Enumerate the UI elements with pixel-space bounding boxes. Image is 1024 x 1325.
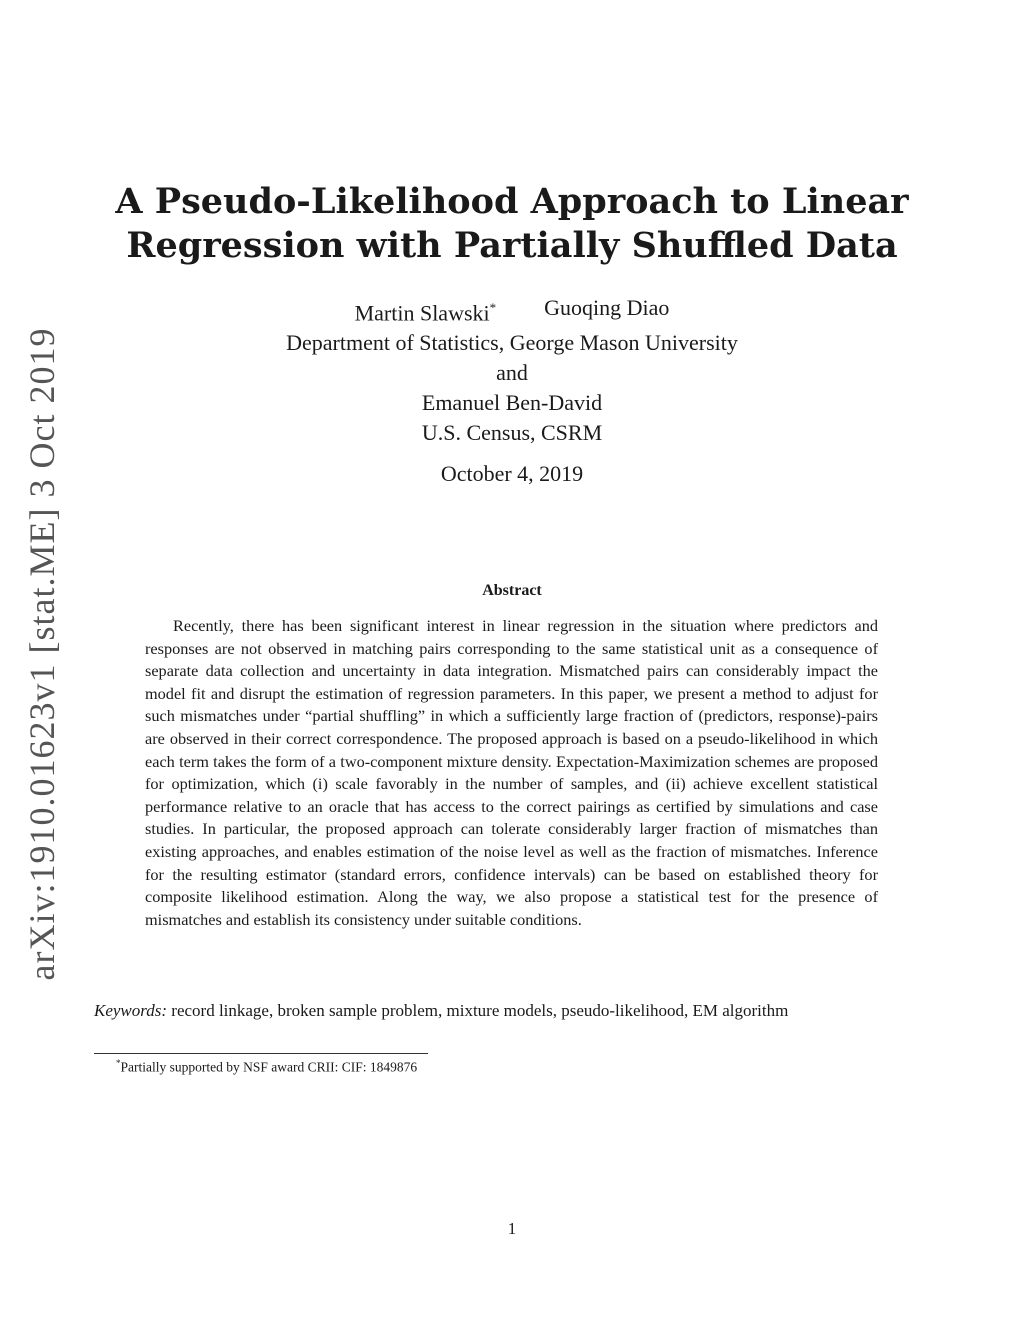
keywords-label: Keywords: [94,1001,168,1020]
author-2: Guoqing Diao [544,295,670,320]
author-1 [355,293,497,328]
footnote-divider [94,1053,428,1054]
author-row [100,293,924,328]
abstract-heading: Abstract [482,582,542,599]
title-line-2: Regression with Partially Shuffled Data [126,225,898,266]
affiliation-1: Department of Statistics, George Mason University [286,330,738,356]
title-line-1: A Pseudo-Likelihood Approach to Linear [115,181,909,222]
author-1-footnote-mark: * [489,300,497,315]
arxiv-identifier-text: arXiv:1910.01623v1 [stat.ME] 3 Oct 2019 [22,327,62,981]
footnote-mark: * [116,1058,121,1068]
author-3: Emanuel Ben-David [421,390,603,416]
publication-date: October 4, 2019 [440,461,584,486]
keywords [94,998,924,1023]
page-number: 1 [507,1219,517,1238]
footnote [116,1058,417,1076]
footnote-text: Partially supported by NSF award CRII: CIF: 1849876 [120,1059,418,1075]
author-block [100,293,924,448]
arxiv-identifier-stamp [12,327,72,981]
author-conjunction: and [496,360,528,386]
paper-title [100,180,924,268]
keywords-text: record linkage, broken sample problem, mixture models, pseudo-likelihood, EM algorithm [171,1001,789,1020]
author-1-name: Martin Slawski [354,300,490,326]
abstract-text: Recently, there has been significant interest in linear regression in the situation where predictors and responses are not observed in matching pairs corresponding to the same statistical unit as a consequence of separate data collection and uncertainty in data integration. Mismatched pairs can considerably impact the model fit and disrupt the estimation of regression parameters. In this paper, we present a method to adjust for such mismatches under “partial shuffling” in which a sufficiently large fraction of (predictors, response)-pairs are observed in their correct correspondence. The proposed approach is based on a pseudo-likelihood in which each term takes the form of a two-component mixture density. Expectation-Maximization schemes are proposed for optimization, which (i) scale favorably in the number of samples, and (ii) achieve excellent statistical performance relative to an oracle that has access to the correct pairings as certified by simulations and case studies. In particular, the proposed approach can tolerate considerably larger fraction of mismatches than existing approaches, and enables estimation of the noise level as well as the fraction of mismatches. Inference for the resulting estimator (standard errors, confidence intervals) can be based on established theory for composite likelihood estimation. Along the way, we also propose a statistical test for the presence of mismatches and establish its consistency under suitable conditions. [145,616,878,929]
affiliation-2: U.S. Census, CSRM [421,420,603,446]
